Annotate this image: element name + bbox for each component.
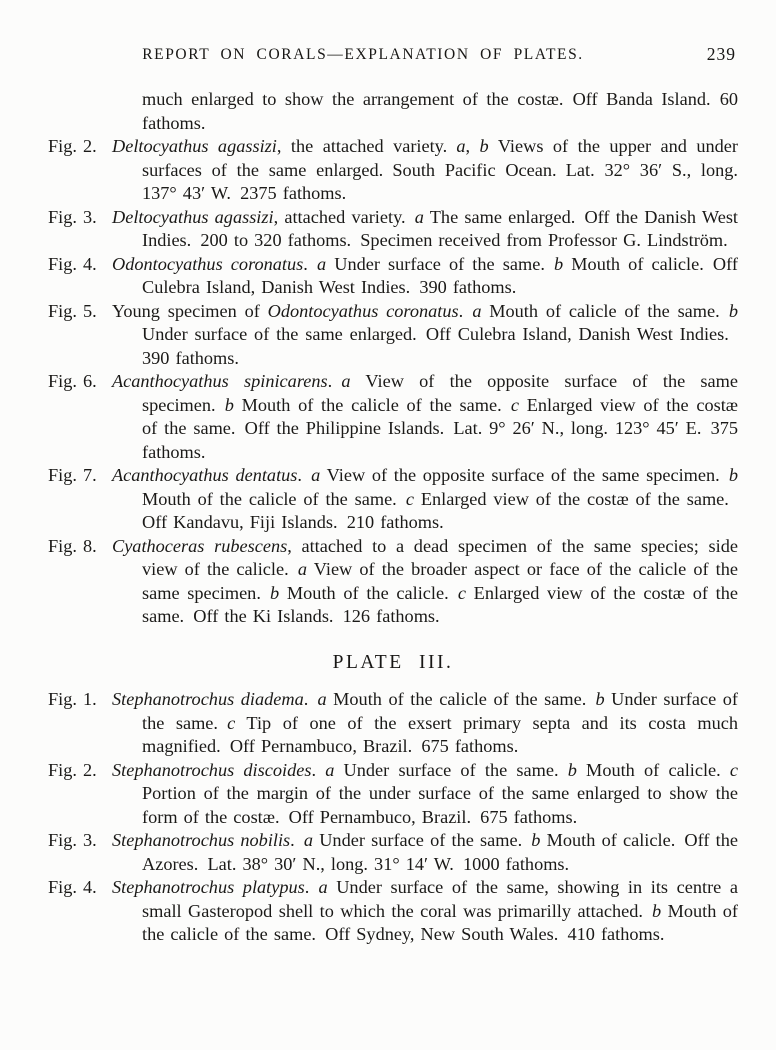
plain-text: Enlarged view of the costæ of the same. Off the Ki Islands. 126 fathoms.: [142, 582, 738, 626]
plain-text: Tip of one of the exsert primary septa and its costa much magnified. Off Pernambuco, Brazil. 675 fathoms.: [142, 712, 738, 756]
italic-text: Odontocyathus coronatus: [112, 253, 304, 274]
plain-text: Under surface of the same.: [142, 689, 738, 733]
italic-text: Deltocyathus agassizi: [112, 136, 277, 156]
figure-label: Fig. 2.: [48, 759, 97, 780]
italic-text: Stephanotrochus discoides: [112, 759, 312, 780]
running-title: REPORT ON CORALS—EXPLANATION OF PLATES.: [142, 46, 584, 63]
figure-label: Fig. 1.: [48, 689, 97, 709]
italic-text: b: [531, 830, 541, 850]
figure-description: [112, 760, 738, 827]
plain-text: The same enlarged. Off the Danish West Indies. 200 to 320 fathoms. Specimen received from Professor G. Lindström.: [142, 206, 739, 250]
italic-text: a: [316, 253, 327, 274]
italic-text: a: [311, 465, 321, 485]
figure-entry-plate3-fig3: [48, 829, 738, 876]
italic-text: a: [317, 689, 327, 709]
plain-text: Enlarged view of the costæ of the same. Off Kandavu, Fiji Islands. 210 fathoms.: [142, 488, 738, 532]
italic-text: a: [318, 877, 328, 897]
plain-text: .: [304, 877, 319, 897]
figure-entry-continuation: [48, 88, 738, 135]
plain-text: Mouth of calicle.: [576, 759, 730, 780]
figure-label: Fig. 3.: [48, 206, 97, 227]
plain-text: Mouth of the calicle.: [279, 582, 458, 603]
plain-text: View of the opposite surface of the same specimen.: [142, 371, 738, 415]
plain-text: Under surface of the same.: [313, 830, 532, 850]
figure-label: Fig. 4.: [48, 253, 97, 274]
page-content: [48, 88, 738, 947]
italic-text: c: [457, 582, 466, 603]
page-number: 239: [706, 44, 736, 64]
plain-text: ,: [465, 136, 480, 156]
figure-entry-plate2-fig3: [48, 206, 738, 253]
plain-text: .: [458, 300, 473, 321]
italic-text: a: [303, 830, 314, 850]
figure-description: [112, 301, 738, 368]
figure-description: [112, 207, 738, 251]
section-plate-2: [48, 88, 738, 629]
italic-text: Acanthocyathus spinicarens: [112, 371, 328, 391]
plain-text: View of the broader aspect or face of the calicle of the same specimen.: [142, 559, 739, 603]
section-plate-3: [48, 688, 738, 947]
figure-label: Fig. 6.: [48, 371, 97, 391]
plain-text: much enlarged to show the arrangement of the costæ. Off Banda Island. 60 fathoms.: [142, 89, 738, 133]
plate-3-heading: PLATE III.: [332, 651, 454, 673]
plain-text: Mouth of the calicle of the same.: [233, 394, 511, 415]
plain-text: Mouth of calicle of the same.: [481, 300, 729, 321]
italic-text: a: [341, 371, 351, 391]
plain-text: .: [297, 465, 312, 485]
figure-description: [112, 254, 738, 298]
figure-label: Fig. 2.: [48, 136, 97, 156]
italic-text: Cyathoceras rubescens: [112, 535, 288, 556]
italic-text: c: [405, 488, 415, 509]
figure-label: Fig. 5.: [48, 300, 97, 321]
figure-entry-plate3-fig2: [48, 759, 738, 830]
figure-entry-plate3-fig4: [48, 876, 738, 947]
italic-text: Deltocyathus agassizi: [112, 206, 274, 227]
plain-text: Under surface of the same.: [326, 253, 555, 274]
figure-description: [112, 830, 738, 874]
italic-text: b: [567, 759, 577, 780]
plain-text: Mouth of calicle. Off Culebra Island, Danish West Indies. 390 fathoms.: [142, 253, 738, 297]
figure-description: [142, 89, 738, 133]
figure-label: Fig. 4.: [48, 877, 97, 897]
figure-description: [112, 877, 738, 944]
italic-text: a: [297, 559, 307, 579]
italic-text: a: [456, 136, 466, 156]
plain-text: Enlarged view of the costæ of the same. Off the Philippine Islands. Lat. 9° 26′ N., long. 123° 45′ E. 375 fathoms.: [142, 394, 739, 462]
plain-text: View of the opposite surface of the same specimen.: [320, 465, 729, 485]
italic-text: b: [595, 689, 605, 709]
figure-entry-plate2-fig4: [48, 253, 738, 300]
italic-text: Stephanotrochus platypus: [112, 877, 305, 897]
italic-text: c: [510, 394, 519, 415]
figure-entry-plate2-fig6: [48, 370, 738, 464]
italic-text: c: [729, 759, 739, 780]
italic-text: Acanthocyathus dentatus: [112, 465, 298, 485]
plain-text: .: [290, 830, 304, 850]
figure-description: [112, 371, 738, 462]
plain-text: Mouth of the calicle of the same. Off Sydney, New South Wales. 410 fathoms.: [142, 900, 738, 944]
italic-text: b: [652, 900, 662, 921]
italic-text: b: [479, 136, 489, 156]
italic-text: Odontocyathus coronatus: [267, 300, 459, 321]
plain-text: Mouth of the calicle of the same.: [142, 488, 406, 509]
figure-entry-plate2-fig5: [48, 300, 738, 371]
plain-text: Under surface of the same, showing in its centre a small Gasteropod shell to which the coral was primarilly attached.: [142, 877, 738, 921]
plain-text: Under surface of the same.: [334, 759, 568, 780]
page-header: [48, 46, 738, 66]
italic-text: Stephanotrochus diadema: [112, 689, 304, 709]
figure-label: Fig. 7.: [48, 465, 97, 485]
italic-text: c: [227, 712, 236, 733]
plain-text: Young specimen of: [112, 300, 268, 321]
figure-description: [112, 465, 738, 532]
figure-description: [112, 136, 738, 203]
plain-text: Portion of the margin of the under surface of the same enlarged to show the form of the costæ. Off Pernambuco, Brazil. 675 fathoms.: [142, 783, 738, 827]
plain-text: Mouth of calicle. Off the Azores. Lat. 38° 30′ N., long. 31° 14′ W. 1000 fathoms.: [142, 830, 738, 874]
figure-label: Fig. 3.: [48, 830, 97, 850]
plain-text: , attached to a dead specimen of the same species; side view of the calicle.: [142, 535, 738, 579]
figure-entry-plate2-fig8: [48, 535, 738, 629]
plain-text: .: [327, 371, 342, 391]
plain-text: Views of the upper and under surfaces of the same enlarged. South Pacific Ocean. Lat. 32° 36′ S., long. 137° 43′ W. 2375 fathoms.: [142, 136, 739, 203]
italic-text: a: [325, 759, 335, 780]
italic-text: b: [554, 253, 564, 274]
italic-text: b: [728, 300, 738, 321]
plain-text: Mouth of the calicle of the same.: [326, 689, 596, 709]
plain-text: , the attached variety.: [276, 136, 457, 156]
plain-text: , attached variety.: [273, 206, 415, 227]
plain-text: .: [303, 689, 318, 709]
figure-description: [112, 536, 738, 627]
italic-text: b: [224, 394, 234, 415]
italic-text: a: [414, 206, 424, 227]
italic-text: b: [728, 465, 738, 485]
plain-text: .: [303, 253, 317, 274]
figure-entry-plate3-fig1: [48, 688, 738, 759]
figure-entry-plate2-fig2: [48, 135, 738, 206]
figure-entry-plate2-fig7: [48, 464, 738, 535]
italic-text: b: [270, 582, 280, 603]
italic-text: Stephanotrochus nobilis: [112, 830, 291, 850]
italic-text: a: [472, 300, 482, 321]
plain-text: .: [311, 759, 326, 780]
figure-description: [112, 689, 738, 756]
plain-text: Under surface of the same enlarged. Off Culebra Island, Danish West Indies. 390 fathoms.: [142, 324, 738, 368]
figure-label: Fig. 8.: [48, 535, 97, 556]
